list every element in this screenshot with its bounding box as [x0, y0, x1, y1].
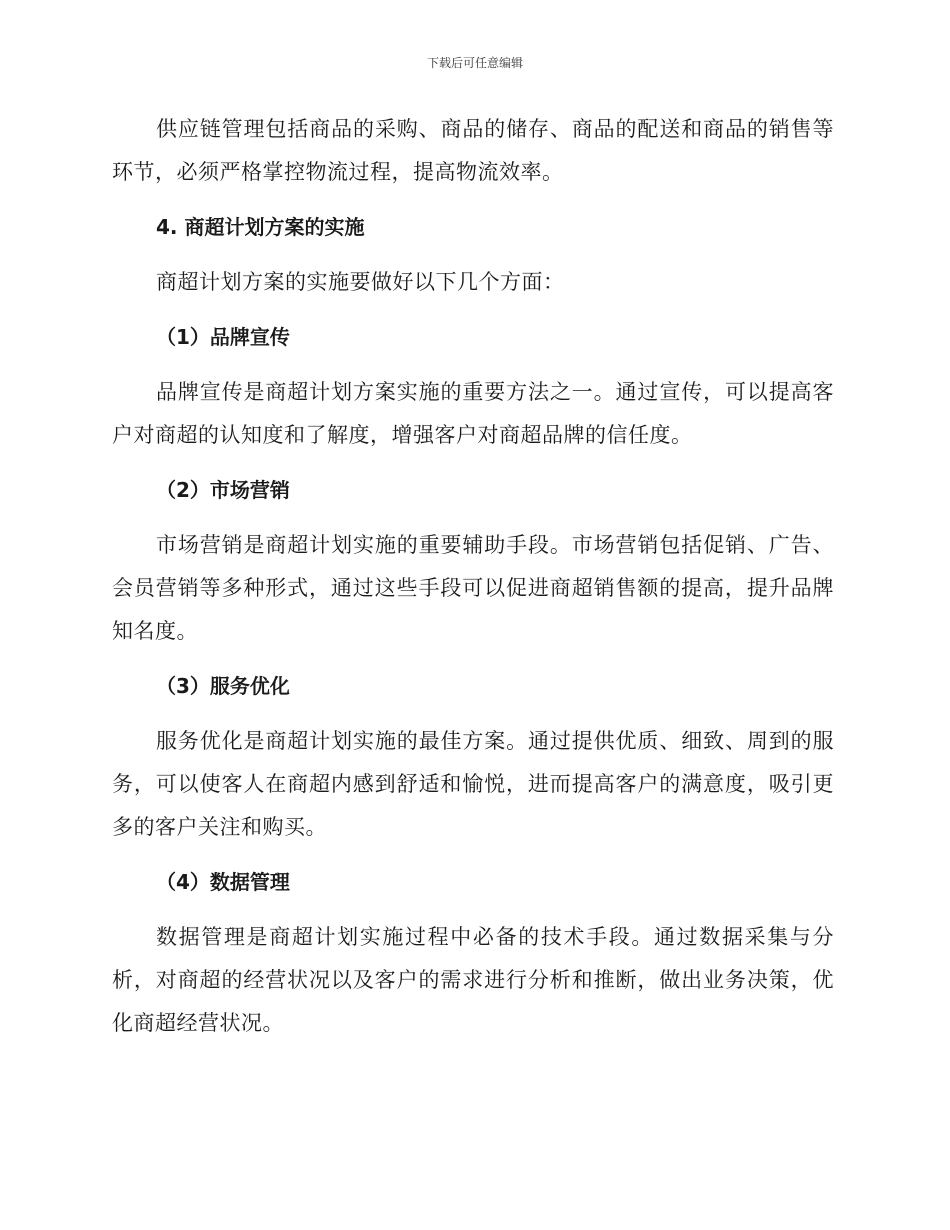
item-heading-2: （2）市场营销 — [156, 478, 290, 502]
intro-paragraph: 供应链管理包括商品的采购、商品的储存、商品的配送和商品的销售等环节，必须严格掌控物流过程，提高物流效率。 — [112, 117, 834, 184]
spacer — [112, 249, 834, 261]
item-paragraph-4: 数据管理是商超计划实施过程中必备的技术手段。通过数据采集与分析，对商超的经营状况以及客户的需求进行分析和推断，做出业务决策，优化商超经营状况。 — [112, 925, 834, 1035]
spacer — [112, 653, 834, 665]
spacer — [112, 457, 834, 469]
item-paragraph-1: 品牌宣传是商超计划方案实施的重要方法之一。通过宣传，可以提高客户对商超的认知度和了解度，增强客户对商超品牌的信任度。 — [112, 380, 834, 447]
item-heading-3: （3）服务优化 — [156, 674, 290, 698]
item-heading-4: （4）数据管理 — [156, 870, 290, 894]
document-body — [112, 108, 834, 1045]
header-note: 下载后可任意编辑 — [426, 56, 523, 70]
spacer — [112, 849, 834, 861]
spacer — [112, 359, 834, 371]
spacer — [112, 708, 834, 720]
section-lead-paragraph: 商超计划方案的实施要做好以下几个方面： — [156, 270, 565, 294]
item-heading-1: （1）品牌宣传 — [156, 325, 290, 349]
spacer — [112, 512, 834, 524]
spacer — [112, 194, 834, 206]
spacer — [112, 904, 834, 916]
section-heading: 4. 商超计划方案的实施 — [156, 215, 365, 239]
spacer — [112, 304, 834, 316]
item-paragraph-2: 市场营销是商超计划实施的重要辅助手段。市场营销包括促销、广告、会员营销等多种形式，通过这些手段可以促进商超销售额的提高，提升品牌知名度。 — [112, 533, 834, 643]
item-paragraph-3: 服务优化是商超计划实施的最佳方案。通过提供优质、细致、周到的服务，可以使客人在商超内感到舒适和愉悦，进而提高客户的满意度，吸引更多的客户关注和购买。 — [112, 729, 834, 839]
